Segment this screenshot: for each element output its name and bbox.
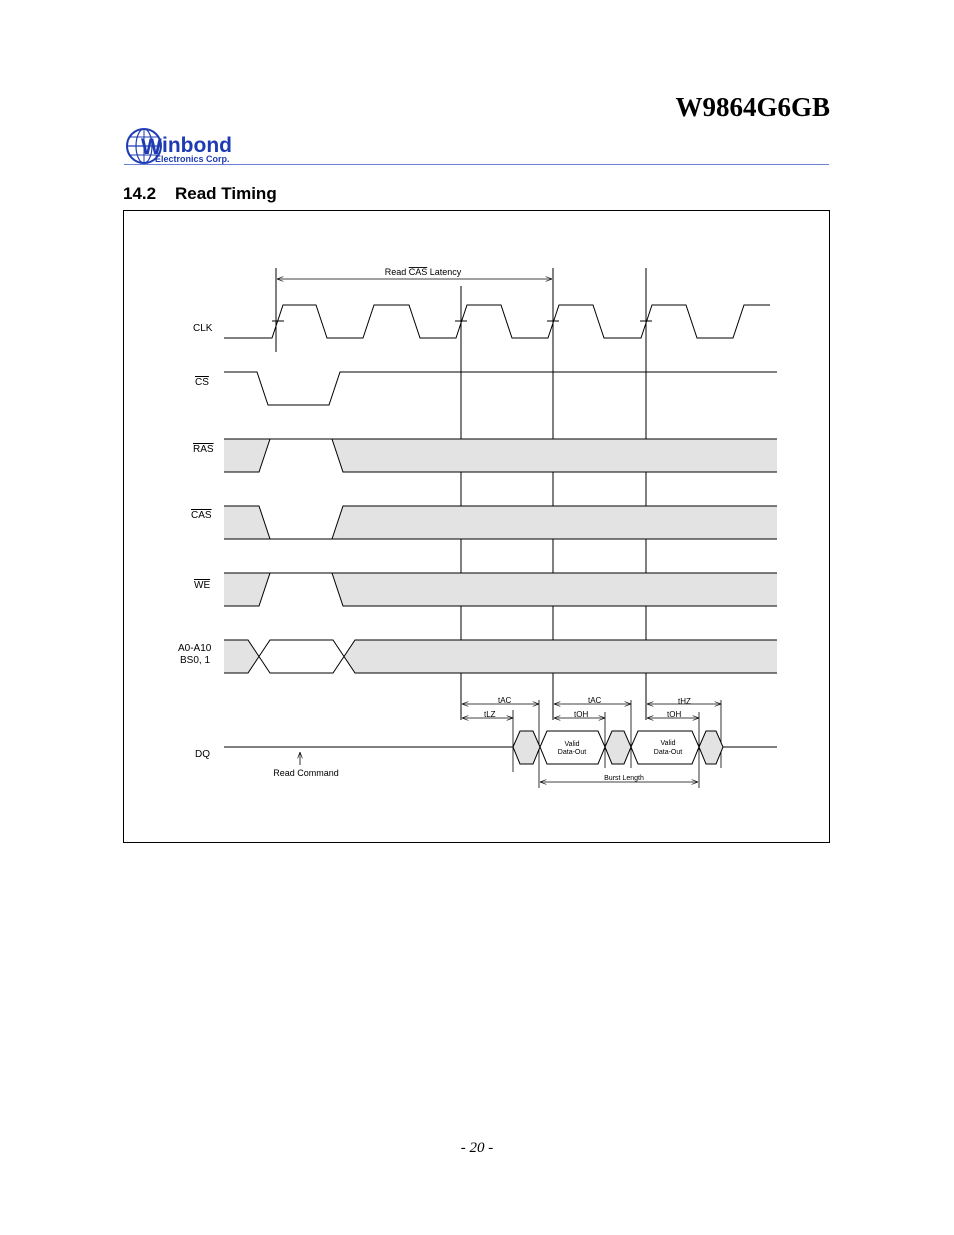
address-waveform	[224, 640, 777, 673]
cs-label: CS	[195, 377, 209, 388]
read-cas-latency-annotation	[277, 267, 552, 279]
burst-length-label: Burst Length	[604, 775, 644, 782]
dq-waveform	[224, 731, 777, 764]
svg-text:W: W	[141, 134, 162, 159]
tac-2-label: tAC	[588, 696, 602, 705]
section-number: 14.2	[123, 184, 157, 203]
thz-label: tHZ	[678, 697, 691, 706]
we-label: WE	[194, 580, 211, 591]
document-title: W9864G6GB	[675, 92, 830, 122]
dq-label: DQ	[195, 749, 210, 760]
svg-text:Read CAS Latency: Read CAS Latency	[384, 267, 462, 277]
clk-waveform	[224, 305, 770, 338]
valid-data-out-1-line1: Valid	[564, 741, 580, 748]
valid-data-out-1-line2: Data-Out	[557, 749, 587, 756]
page-number: - 20 -	[460, 1140, 494, 1156]
cs-waveform	[224, 372, 777, 405]
clk-label: CLK	[193, 323, 213, 334]
tac-1-label: tAC	[498, 696, 512, 705]
cas-waveform	[224, 506, 777, 539]
toh-2-label: tOH	[667, 710, 682, 719]
tlz-label: tLZ	[484, 710, 496, 719]
bank-select-label: BS0, 1	[180, 655, 211, 666]
section-title: Read Timing	[175, 184, 277, 203]
ras-label: RAS	[193, 444, 214, 455]
address-label: A0-A10	[178, 643, 212, 654]
ras-waveform	[224, 439, 777, 472]
valid-data-out-2-line1: Valid	[660, 740, 676, 747]
we-waveform	[224, 573, 777, 606]
logo-wordmark: inbond	[162, 134, 232, 157]
read-command-label: Read Command	[273, 768, 339, 778]
toh-1-label: tOH	[574, 710, 589, 719]
valid-data-out-2-line2: Data-Out	[653, 749, 683, 756]
cas-label: CAS	[191, 510, 212, 521]
logo-tagline: Electronics Corp.	[155, 154, 230, 164]
